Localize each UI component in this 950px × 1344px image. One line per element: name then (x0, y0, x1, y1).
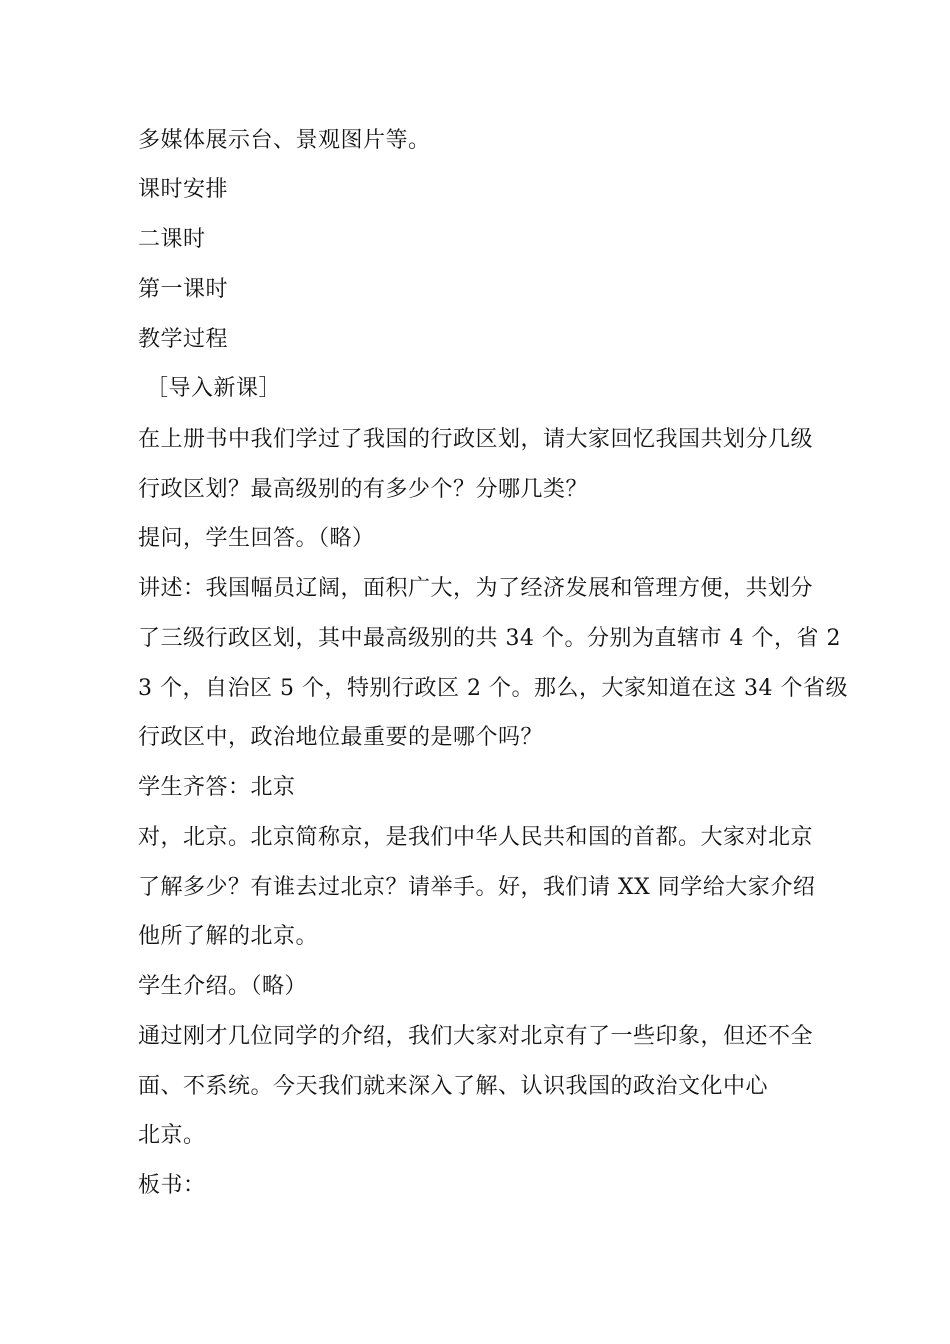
paragraph-line: 学生介绍。（略） (138, 974, 308, 999)
paragraph-line: 通过刚才几位同学的介绍，我们大家对北京有了一些印象，但还不全 (138, 1024, 814, 1049)
paragraph-line: 北京。 (138, 1123, 206, 1148)
paragraph-line: 了解多少？有谁去过北京？请举手。好，我们请 XX 同学给大家介绍 (138, 875, 816, 900)
heading-intro: ［导入新课］ (146, 376, 282, 401)
text-line-two-periods: 二课时 (138, 227, 206, 252)
paragraph-line: 面、不系统。今天我们就来深入了解、认识我国的政治文化中心 (138, 1074, 769, 1099)
heading-first-period: 第一课时 (138, 277, 229, 302)
paragraph-line: 提问，学生回答。（略） (138, 526, 375, 551)
paragraph-line: 在上册书中我们学过了我国的行政区划，请大家回忆我国共划分几级 (138, 427, 814, 452)
paragraph-line: 他所了解的北京。 (138, 924, 319, 949)
paragraph-line: 对，北京。北京简称京，是我们中华人民共和国的首都。大家对北京 (138, 825, 814, 850)
heading-schedule: 课时安排 (138, 177, 229, 202)
text-line-materials: 多媒体展示台、景观图片等。 (138, 128, 431, 153)
paragraph-line: 讲述：我国幅员辽阔，面积广大，为了经济发展和管理方便，共划分 (138, 576, 814, 601)
paragraph-line: 板书： (138, 1173, 206, 1198)
paragraph-line: 行政区划？最高级别的有多少个？分哪几类？ (138, 477, 589, 502)
heading-teaching-process: 教学过程 (138, 327, 229, 352)
paragraph-line: 了三级行政区划，其中最高级别的共 34 个。分别为直辖市 4 个，省 2 (138, 626, 841, 651)
paragraph-line: 行政区中，政治地位最重要的是哪个吗？ (138, 725, 544, 750)
paragraph-line: 3 个，自治区 5 个，特别行政区 2 个。那么，大家知道在这 34 个省级 (138, 676, 848, 701)
paragraph-line: 学生齐答：北京 (138, 775, 296, 800)
